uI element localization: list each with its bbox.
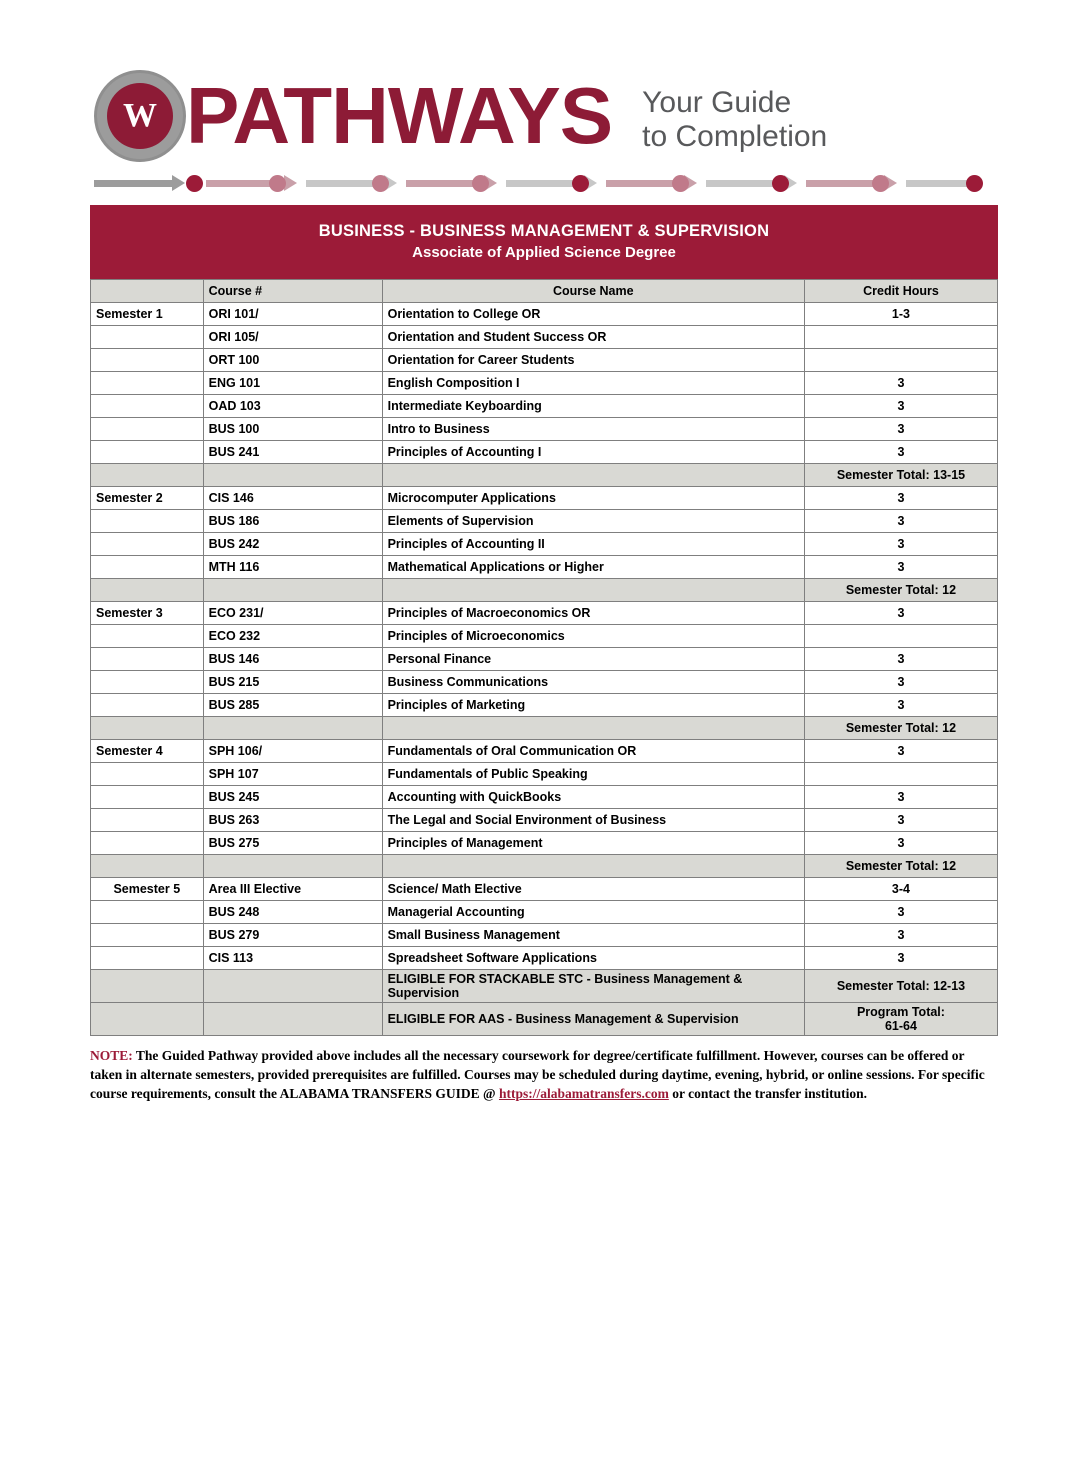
semester-label	[91, 441, 204, 464]
eligibility-total: Semester Total: 12-13	[804, 970, 997, 1003]
table-row	[91, 924, 998, 947]
course-name: Principles of Accounting II	[382, 533, 804, 556]
course-number: MTH 116	[203, 556, 382, 579]
course-number: CIS 113	[203, 947, 382, 970]
credit-hours	[804, 349, 997, 372]
column-header-course-number: Course #	[203, 280, 382, 303]
band-segment	[94, 180, 172, 187]
semester-label	[91, 901, 204, 924]
semester-label: Semester 5	[91, 878, 204, 901]
course-name: Science/ Math Elective	[382, 878, 804, 901]
note-text-part-1: The Guided Pathway provided above includes all the necessary coursework for degree/certificate fulfillment. However, courses can be offered or taken in alternate semesters, provided prerequisites are fulfilled. Courses may be scheduled during daytime, evening, hybrid, or online sessions. For specific course requirements, consult the ALABAMA TRANSFERS GUIDE @	[90, 1048, 985, 1101]
course-name: Principles of Marketing	[382, 694, 804, 717]
program-total	[804, 1003, 997, 1036]
credit-hours	[804, 326, 997, 349]
credit-hours: 3	[804, 395, 997, 418]
semester-label: Semester 2	[91, 487, 204, 510]
course-number: ORI 101/	[203, 303, 382, 326]
table-row	[91, 901, 998, 924]
course-name: Intermediate Keyboarding	[382, 395, 804, 418]
course-name: Managerial Accounting	[382, 901, 804, 924]
course-number: BUS 146	[203, 648, 382, 671]
tagline	[642, 78, 827, 154]
table-row	[91, 395, 998, 418]
credit-hours: 3	[804, 372, 997, 395]
footnote	[90, 1046, 998, 1103]
credit-hours: 3	[804, 510, 997, 533]
total-spacer	[382, 717, 804, 740]
credit-hours: 3	[804, 740, 997, 763]
semester-total-row	[91, 579, 998, 602]
college-seal-icon	[94, 70, 186, 162]
column-header-course-name: Course Name	[382, 280, 804, 303]
band-segment	[906, 180, 968, 187]
pathway-document	[0, 70, 1088, 1478]
table-row	[91, 487, 998, 510]
course-name: Spreadsheet Software Applications	[382, 947, 804, 970]
semester-total: Semester Total: 12	[804, 855, 997, 878]
course-name: Elements of Supervision	[382, 510, 804, 533]
semester-label	[91, 924, 204, 947]
total-spacer	[91, 717, 204, 740]
total-spacer	[382, 855, 804, 878]
course-number: BUS 245	[203, 786, 382, 809]
table-header	[91, 280, 998, 303]
table-row	[91, 625, 998, 648]
semester-label	[91, 809, 204, 832]
semester-label	[91, 395, 204, 418]
credit-hours: 1-3	[804, 303, 997, 326]
credit-hours: 3	[804, 671, 997, 694]
document-header	[94, 70, 994, 195]
pathway-table	[90, 279, 998, 1036]
table-body	[91, 303, 998, 1036]
course-number: BUS 100	[203, 418, 382, 441]
band-dot	[269, 175, 286, 192]
course-number: BUS 279	[203, 924, 382, 947]
total-spacer	[203, 855, 382, 878]
credit-hours: 3	[804, 487, 997, 510]
course-number: ORI 105/	[203, 326, 382, 349]
course-number: BUS 186	[203, 510, 382, 533]
table-row	[91, 947, 998, 970]
course-name: Principles of Macroeconomics OR	[382, 602, 804, 625]
semester-label	[91, 671, 204, 694]
pathways-wordmark: PATHWAYS	[186, 71, 613, 160]
table-row	[91, 786, 998, 809]
eligibility-spacer	[91, 970, 204, 1003]
semester-label	[91, 326, 204, 349]
course-number: BUS 248	[203, 901, 382, 924]
course-number: Area III Elective	[203, 878, 382, 901]
course-number: ENG 101	[203, 372, 382, 395]
course-name: Accounting with QuickBooks	[382, 786, 804, 809]
eligibility-spacer	[91, 1003, 204, 1036]
table-row	[91, 303, 998, 326]
course-name: Mathematical Applications or Higher	[382, 556, 804, 579]
credit-hours: 3	[804, 441, 997, 464]
course-name: Fundamentals of Public Speaking	[382, 763, 804, 786]
course-name: Orientation and Student Success OR	[382, 326, 804, 349]
credit-hours: 3	[804, 924, 997, 947]
course-number: SPH 106/	[203, 740, 382, 763]
table-row	[91, 602, 998, 625]
eligibility-label: ELIGIBLE FOR STACKABLE STC - Business Management & Supervision	[382, 970, 804, 1003]
course-name: Small Business Management	[382, 924, 804, 947]
table-row	[91, 372, 998, 395]
course-name: Business Communications	[382, 671, 804, 694]
course-name: Fundamentals of Oral Communication OR	[382, 740, 804, 763]
progress-arrow-band	[94, 170, 994, 196]
semester-label	[91, 694, 204, 717]
note-text-part-2: or contact the transfer institution.	[668, 1086, 868, 1101]
table-row	[91, 694, 998, 717]
semester-label	[91, 648, 204, 671]
program-total-value: 61-64	[884, 1019, 917, 1033]
total-spacer	[203, 717, 382, 740]
table-row	[91, 671, 998, 694]
table-row	[91, 326, 998, 349]
credit-hours: 3	[804, 901, 997, 924]
credit-hours: 3-4	[804, 878, 997, 901]
course-name: English Composition I	[382, 372, 804, 395]
logo-row	[94, 70, 994, 162]
course-name: Orientation for Career Students	[382, 349, 804, 372]
credit-hours: 3	[804, 418, 997, 441]
program-total-label: Program Total:	[856, 1005, 945, 1019]
course-number: BUS 241	[203, 441, 382, 464]
course-name: Principles of Accounting I	[382, 441, 804, 464]
course-number: OAD 103	[203, 395, 382, 418]
total-spacer	[382, 464, 804, 487]
band-dot	[966, 175, 983, 192]
tagline-line-1: Your Guide	[642, 86, 792, 119]
program-title: BUSINESS - BUSINESS MANAGEMENT & SUPERVISION	[318, 222, 770, 240]
semester-label	[91, 372, 204, 395]
degree-subtitle: Associate of Applied Science Degree	[412, 244, 676, 261]
course-number: BUS 285	[203, 694, 382, 717]
band-dot	[772, 175, 789, 192]
credit-hours: 3	[804, 648, 997, 671]
semester-total: Semester Total: 12	[804, 579, 997, 602]
table-row	[91, 533, 998, 556]
table-row	[91, 832, 998, 855]
table-header-row	[91, 280, 998, 303]
table-row	[91, 809, 998, 832]
course-name: Principles of Management	[382, 832, 804, 855]
band-dot	[472, 175, 489, 192]
course-number: ECO 231/	[203, 602, 382, 625]
total-spacer	[382, 579, 804, 602]
semester-total-row	[91, 717, 998, 740]
course-name: Intro to Business	[382, 418, 804, 441]
semester-label: Semester 1	[91, 303, 204, 326]
pathway-sheet	[90, 205, 998, 1036]
semester-label: Semester 4	[91, 740, 204, 763]
course-number: BUS 275	[203, 832, 382, 855]
credit-hours: 3	[804, 832, 997, 855]
total-spacer	[91, 579, 204, 602]
alabama-transfers-link[interactable]: https://alabamatransfers.com	[498, 1086, 669, 1101]
semester-total: Semester Total: 13-15	[804, 464, 997, 487]
band-dot	[572, 175, 589, 192]
eligibility-label: ELIGIBLE FOR AAS - Business Management & Supervision	[382, 1003, 804, 1036]
note-label: NOTE:	[90, 1048, 133, 1063]
credit-hours: 3	[804, 786, 997, 809]
band-dot	[372, 175, 389, 192]
band-arrowhead-icon	[172, 175, 185, 191]
course-name: Personal Finance	[382, 648, 804, 671]
title-block	[90, 205, 998, 279]
course-number: BUS 263	[203, 809, 382, 832]
tagline-line-2: to Completion	[642, 120, 828, 153]
eligibility-spacer	[203, 970, 382, 1003]
semester-label	[91, 625, 204, 648]
band-dot	[186, 175, 203, 192]
band-dot	[872, 175, 889, 192]
course-name: The Legal and Social Environment of Business	[382, 809, 804, 832]
credit-hours	[804, 763, 997, 786]
credit-hours: 3	[804, 694, 997, 717]
eligibility-row-stc	[91, 970, 998, 1003]
credit-hours: 3	[804, 947, 997, 970]
total-spacer	[203, 464, 382, 487]
course-name: Principles of Microeconomics	[382, 625, 804, 648]
semester-total-row	[91, 464, 998, 487]
table-row	[91, 740, 998, 763]
table-row	[91, 556, 998, 579]
semester-total-row	[91, 855, 998, 878]
table-row	[91, 510, 998, 533]
table-row	[91, 349, 998, 372]
credit-hours: 3	[804, 602, 997, 625]
semester-label: Semester 3	[91, 602, 204, 625]
semester-label	[91, 533, 204, 556]
credit-hours: 3	[804, 556, 997, 579]
semester-label	[91, 556, 204, 579]
table-row	[91, 418, 998, 441]
eligibility-row-aas	[91, 1003, 998, 1036]
credit-hours	[804, 625, 997, 648]
credit-hours: 3	[804, 809, 997, 832]
semester-label	[91, 510, 204, 533]
eligibility-spacer	[203, 1003, 382, 1036]
semester-label	[91, 763, 204, 786]
semester-label	[91, 418, 204, 441]
seal-letter: W	[107, 83, 173, 149]
course-number: CIS 146	[203, 487, 382, 510]
table-row	[91, 763, 998, 786]
total-spacer	[203, 579, 382, 602]
course-number: ECO 232	[203, 625, 382, 648]
course-number: BUS 242	[203, 533, 382, 556]
course-number: ORT 100	[203, 349, 382, 372]
credit-hours: 3	[804, 533, 997, 556]
table-row	[91, 878, 998, 901]
course-number: BUS 215	[203, 671, 382, 694]
table-row	[91, 648, 998, 671]
column-header-semester	[91, 280, 204, 303]
table-row	[91, 441, 998, 464]
course-name: Microcomputer Applications	[382, 487, 804, 510]
semester-total: Semester Total: 12	[804, 717, 997, 740]
semester-label	[91, 947, 204, 970]
total-spacer	[91, 855, 204, 878]
semester-label	[91, 832, 204, 855]
semester-label	[91, 349, 204, 372]
column-header-credit-hours: Credit Hours	[804, 280, 997, 303]
course-number: SPH 107	[203, 763, 382, 786]
course-name: Orientation to College OR	[382, 303, 804, 326]
band-dot	[672, 175, 689, 192]
total-spacer	[91, 464, 204, 487]
semester-label	[91, 786, 204, 809]
